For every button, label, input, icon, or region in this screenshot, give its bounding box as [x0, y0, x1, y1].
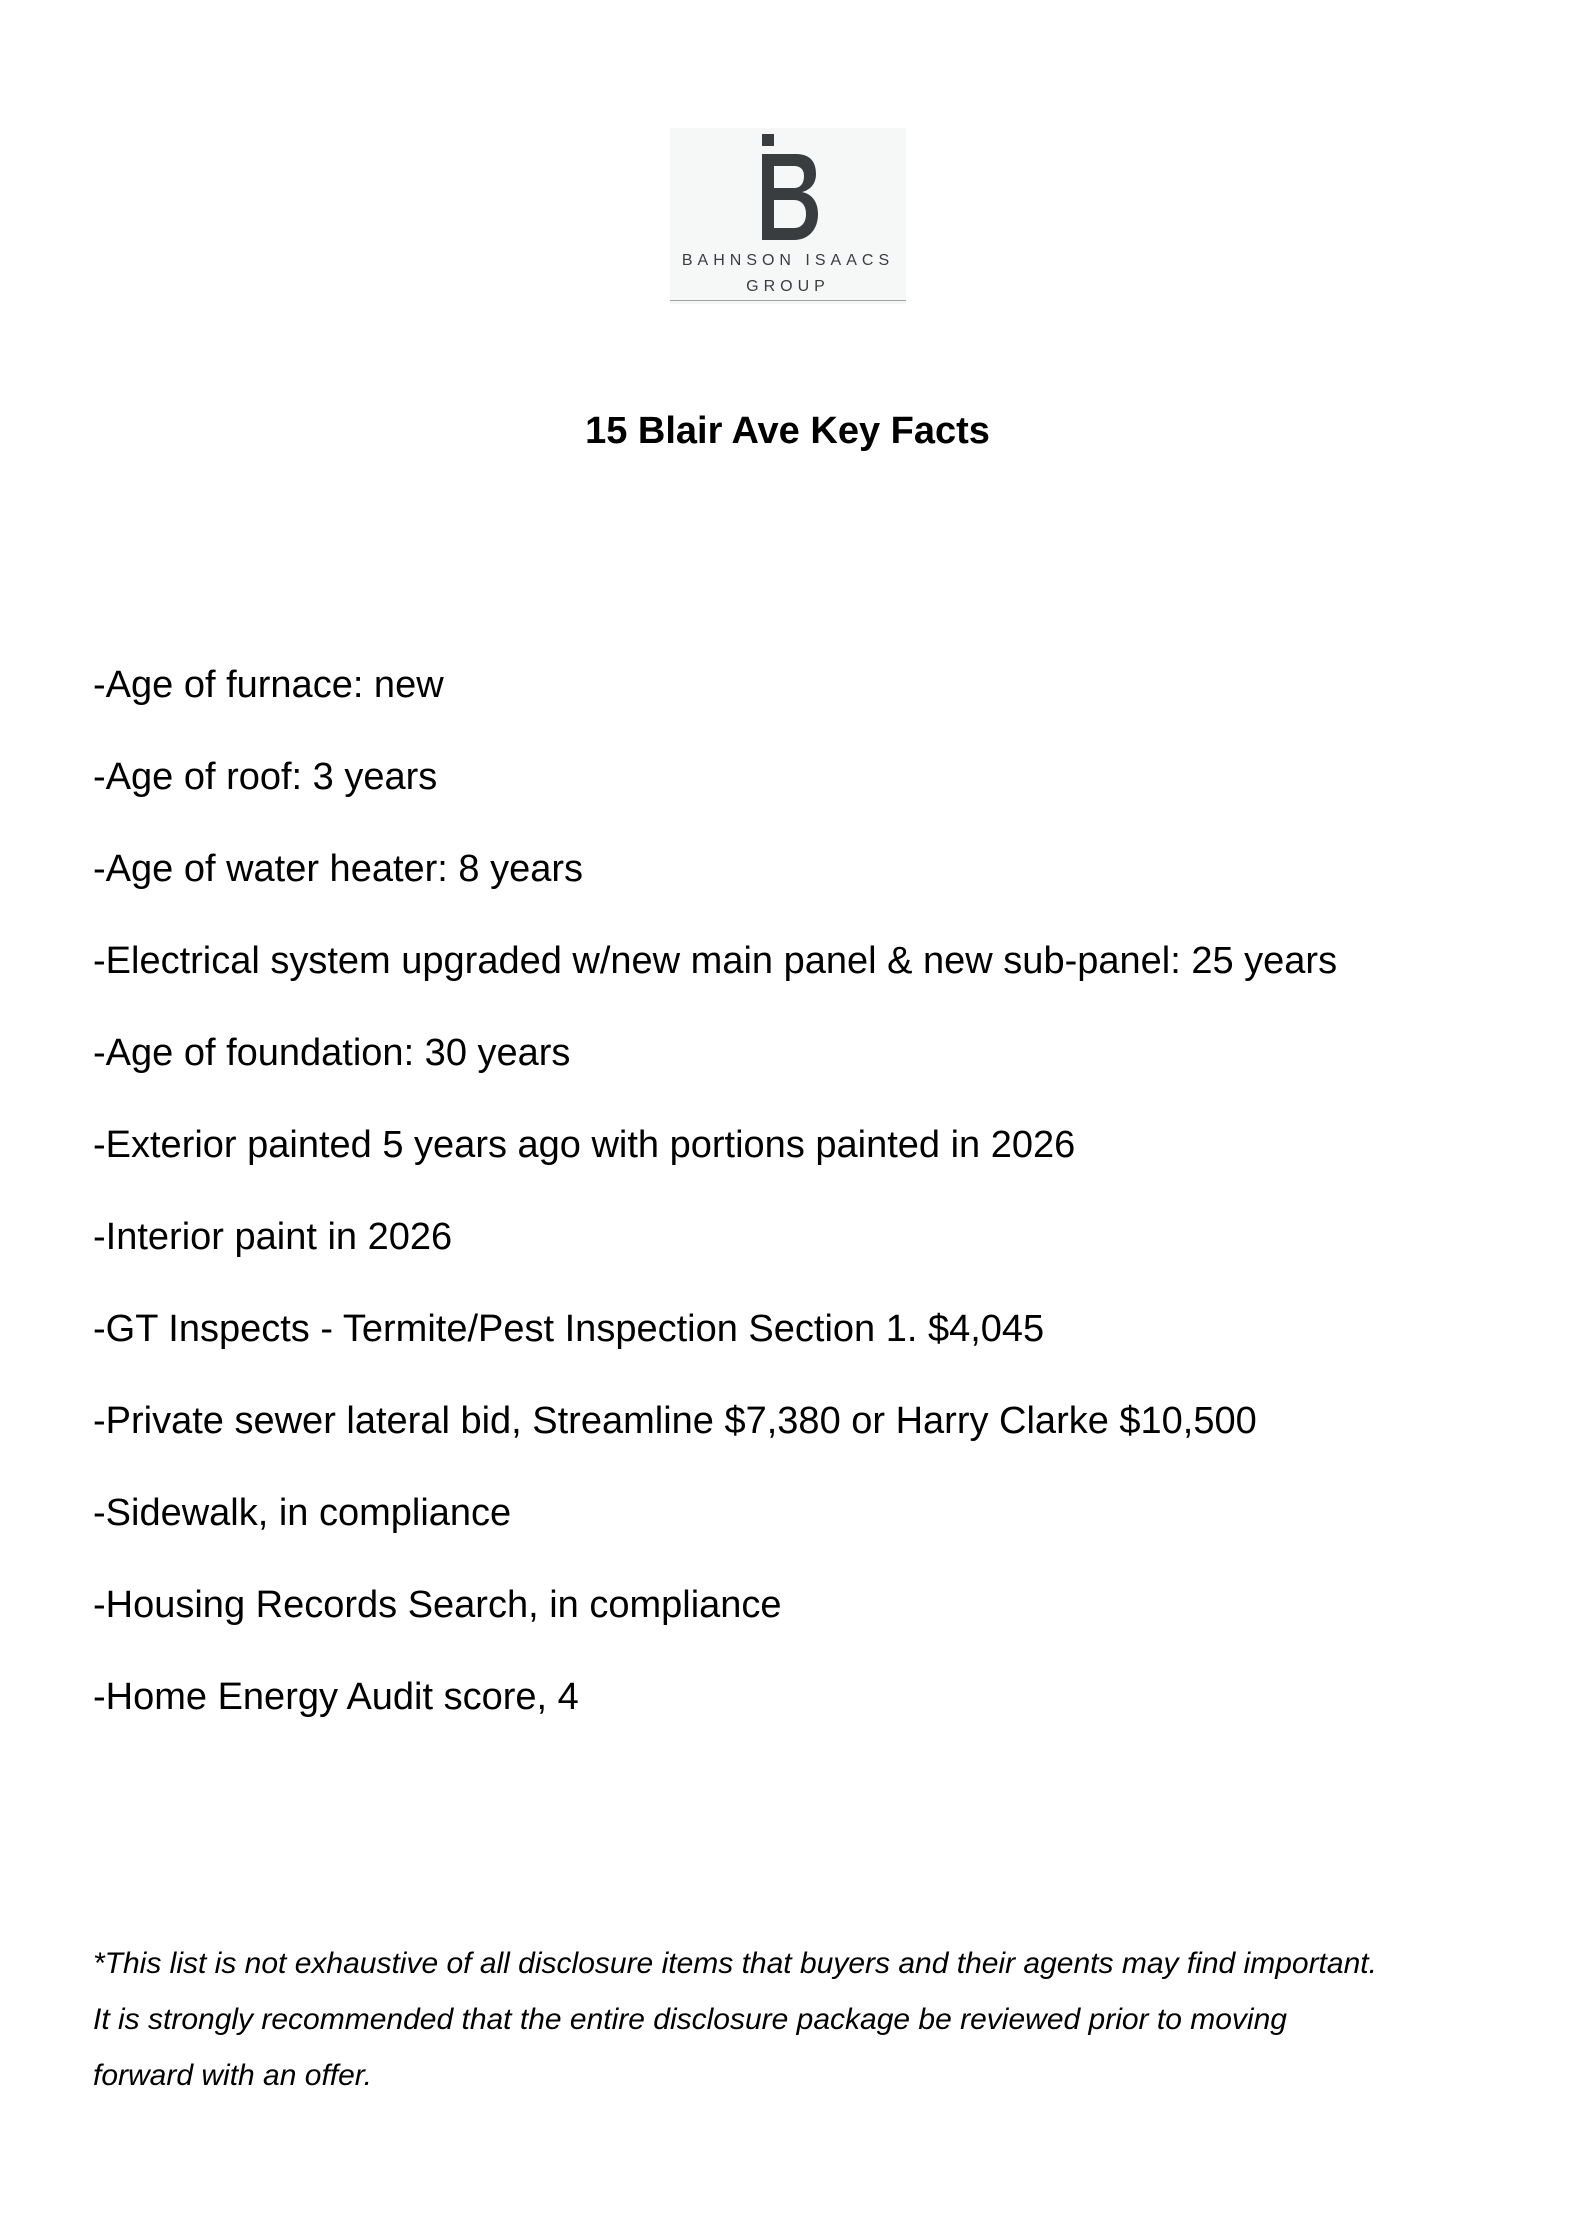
fact-item-furnace: -Age of furnace: new — [93, 664, 444, 706]
fact-item-sidewalk: -Sidewalk, in compliance — [93, 1492, 512, 1534]
fact-item-energy-audit: -Home Energy Audit score, 4 — [93, 1676, 579, 1718]
disclaimer-note — [93, 1936, 1513, 2104]
fact-item-foundation: -Age of foundation: 30 years — [93, 1032, 571, 1074]
page-title: 15 Blair Ave Key Facts — [585, 410, 990, 452]
logo-wordmark-line-2: GROUP — [746, 278, 830, 295]
disclaimer-line-3: forward with an offer. — [93, 2059, 373, 2092]
fact-item-sewer-lateral: -Private sewer lateral bid, Streamline $7,380 or Harry Clarke $10,500 — [93, 1400, 1257, 1442]
fact-item-housing-records: -Housing Records Search, in compliance — [93, 1584, 782, 1626]
logo-divider — [670, 300, 906, 301]
fact-item-termite-inspection: -GT Inspects - Termite/Pest Inspection Section 1. $4,045 — [93, 1308, 1045, 1350]
fact-item-interior-paint: -Interior paint in 2026 — [93, 1216, 453, 1258]
fact-item-roof: -Age of roof: 3 years — [93, 756, 438, 798]
disclaimer-line-2: It is strongly recommended that the entire disclosure package be reviewed prior to moving — [93, 2003, 1287, 2036]
key-facts-list — [93, 662, 1337, 1766]
logo-wordmark-line-1: BAHNSON ISAACS — [681, 252, 895, 269]
fact-item-electrical: -Electrical system upgraded w/new main panel & new sub-panel: 25 years — [93, 940, 1338, 982]
bi-monogram-logo — [758, 134, 822, 244]
disclaimer-line-1: *This list is not exhaustive of all disclosure items that buyers and their agents may find important. — [93, 1947, 1377, 1980]
company-logo — [670, 128, 906, 304]
fact-item-exterior-paint: -Exterior painted 5 years ago with portions painted in 2026 — [93, 1124, 1076, 1166]
fact-item-water-heater: -Age of water heater: 8 years — [93, 848, 584, 890]
